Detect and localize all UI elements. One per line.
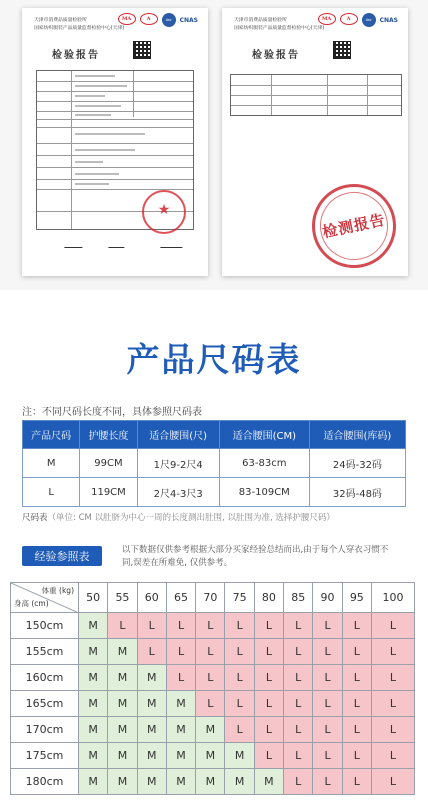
cal-logo-icon: A [340,13,358,25]
footnote-label: 尺码表 [22,513,48,523]
cell-waist-pants-size: 24码-32码 [309,449,405,478]
size-recommendation-cell: L [313,717,342,743]
size-recommendation-cell: L [254,613,283,639]
size-chart-title: 产品尺码表 [126,340,302,379]
signature-1 [64,240,86,248]
size-table [22,420,406,507]
weight-header-cell: 70 [196,583,225,613]
size-recommendation-cell: L [166,665,195,691]
cell-waist-chi: 2尺4-3尺3 [137,478,219,507]
table-row [11,665,415,691]
size-recommendation-cell: M [137,743,166,769]
size-recommendation-cell: M [108,769,137,795]
size-recommendation-cell: L [371,717,414,743]
header-length: 护腰长度 [80,421,137,449]
header-waist-pants-size: 适合腰围(库码) [309,421,405,449]
certification-logos [118,13,198,27]
size-recommendation-cell: L [284,769,313,795]
size-recommendation-cell: L [254,691,283,717]
cell-waist-chi: 1尺9-2尺4 [137,449,219,478]
report-title: 检验报告 [52,50,100,61]
weight-header-cell: 90 [313,583,342,613]
size-recommendation-cell: M [79,639,108,665]
inspection-report-page-2 [222,8,408,276]
height-cell: 180cm [11,769,79,795]
size-recommendation-cell: L [254,639,283,665]
cell-waist-pants-size: 32码-48码 [309,478,405,507]
size-recommendation-cell: L [342,639,371,665]
size-recommendation-cell: L [137,639,166,665]
weight-header-cell: 95 [342,583,371,613]
size-recommendation-cell: L [284,717,313,743]
size-recommendation-cell: L [225,665,254,691]
ilac-logo-icon: ilac [162,13,176,27]
cell-waist-cm: 83-109CM [219,478,309,507]
table-row [11,639,415,665]
weight-header-cell: 75 [225,583,254,613]
cell-waist-cm: 63-83cm [219,449,309,478]
size-recommendation-cell: L [313,691,342,717]
height-cell: 170cm [11,717,79,743]
table-row [11,691,415,717]
weight-header-cell: 85 [284,583,313,613]
weight-header-cell: 65 [166,583,195,613]
experience-table-body [11,613,415,795]
size-recommendation-cell: M [166,691,195,717]
size-recommendation-cell: L [254,743,283,769]
weight-header-cell: 80 [254,583,283,613]
size-recommendation-cell: M [79,665,108,691]
report-images [0,0,428,290]
weight-header-cell: 100 [371,583,414,613]
size-recommendation-cell: L [284,743,313,769]
height-cell: 165cm [11,691,79,717]
size-recommendation-cell: M [166,769,195,795]
size-recommendation-cell: M [225,743,254,769]
weight-header-cell: 60 [137,583,166,613]
size-recommendation-cell: M [108,717,137,743]
experience-badge: 经验参照表 [22,546,102,566]
size-chart-note: 注：不同尺码长度不同，具体参照尺码表 [22,407,202,418]
size-recommendation-cell: M [108,691,137,717]
cal-logo-icon: A [140,13,158,25]
size-recommendation-cell: L [196,691,225,717]
size-recommendation-cell: M [196,717,225,743]
size-recommendation-cell: L [108,613,137,639]
size-recommendation-cell: L [313,743,342,769]
height-cell: 155cm [11,639,79,665]
size-recommendation-cell: M [137,717,166,743]
size-recommendation-cell: L [225,613,254,639]
table-row [23,478,406,507]
signature-2 [108,240,128,248]
cell-size: L [23,478,80,507]
size-recommendation-cell: M [137,665,166,691]
size-recommendation-cell: L [254,717,283,743]
size-table-header [23,421,406,449]
org-line-2: 国家纺织服装产品质量监督检验中心(天津) [234,25,325,31]
cell-size: M [23,449,80,478]
size-recommendation-cell: L [166,639,195,665]
weight-header-cell: 55 [108,583,137,613]
height-axis-label: 身高 (cm) [14,599,49,608]
org-line-1: 天津市消费品质量检验所 [234,18,287,23]
table-row [11,769,415,795]
size-recommendation-cell: L [313,639,342,665]
table-row [11,717,415,743]
table-row [11,613,415,639]
report-title: 检验报告 [252,50,300,61]
size-recommendation-cell: L [225,639,254,665]
size-recommendation-cell: L [342,691,371,717]
size-recommendation-cell: M [166,717,195,743]
size-table-footnote [22,511,335,523]
size-recommendation-cell: L [166,613,195,639]
weight-header-cell: 50 [79,583,108,613]
size-recommendation-cell: L [342,665,371,691]
size-recommendation-cell: L [342,769,371,795]
size-recommendation-cell: L [284,691,313,717]
size-recommendation-cell: L [371,769,414,795]
table-corner-header [11,583,79,613]
size-recommendation-cell: M [254,769,283,795]
size-recommendation-cell: M [166,743,195,769]
header-waist-cm: 适合腰围(CM) [219,421,309,449]
size-recommendation-cell: L [371,639,414,665]
size-recommendation-cell: L [371,665,414,691]
size-recommendation-cell: L [371,743,414,769]
size-recommendation-cell: L [371,691,414,717]
cma-logo-icon: MA [118,13,136,25]
height-cell: 175cm [11,743,79,769]
size-recommendation-cell: L [313,613,342,639]
size-recommendation-cell: M [79,613,108,639]
size-recommendation-cell: M [108,665,137,691]
cnas-logo: CNAS [179,16,198,24]
cell-length: 99CM [80,449,137,478]
size-recommendation-cell: M [79,717,108,743]
size-recommendation-cell: L [254,665,283,691]
qr-code-icon [334,42,350,58]
header-size: 产品尺码 [23,421,80,449]
stamp-text: 检测报告 [320,210,388,242]
experience-table [10,582,415,795]
size-recommendation-cell: L [225,717,254,743]
size-recommendation-cell: L [342,717,371,743]
height-cell: 150cm [11,613,79,639]
org-line-2: 国家纺织服装产品质量监督检验中心(天津) [34,25,125,31]
size-recommendation-cell: M [79,743,108,769]
size-recommendation-cell: L [196,639,225,665]
cnas-logo: CNAS [379,16,398,24]
size-recommendation-cell: L [342,613,371,639]
size-recommendation-cell: M [225,769,254,795]
size-recommendation-cell: M [108,743,137,769]
height-cell: 160cm [11,665,79,691]
size-recommendation-cell: M [137,691,166,717]
size-recommendation-cell: L [313,665,342,691]
size-recommendation-cell: L [196,613,225,639]
cell-length: 119CM [80,478,137,507]
experience-note: 以下数据仅供参考根据大部分买家经验总结而出,由于每个人穿衣习惯不同,误差在所难免, 仅供参考。 [122,545,389,568]
org-line-1: 天津市消费品质量检验所 [34,18,87,23]
table-row [23,449,406,478]
weight-axis-label: 体重 (kg) [41,586,74,595]
size-recommendation-cell: M [137,769,166,795]
certification-logos [318,13,398,27]
size-recommendation-cell: L [284,613,313,639]
size-recommendation-cell: M [196,769,225,795]
size-recommendation-cell: L [196,665,225,691]
signature-3 [160,240,186,248]
size-recommendation-cell: M [79,769,108,795]
red-seal-icon: ★ [142,190,186,234]
size-recommendation-cell: M [108,639,137,665]
weight-header-row [11,583,415,613]
cma-logo-icon: MA [318,13,336,25]
inspection-stamp-icon [304,176,404,276]
size-recommendation-cell: L [313,769,342,795]
size-recommendation-cell: M [196,743,225,769]
size-recommendation-cell: L [225,691,254,717]
header-waist-chi: 适合腰围(尺) [137,421,219,449]
qr-code-icon [134,42,150,58]
ilac-logo-icon: ilac [362,13,376,27]
size-recommendation-cell: L [284,665,313,691]
inspection-report-page-1 [22,8,208,276]
size-recommendation-cell: L [284,639,313,665]
size-recommendation-cell: M [79,691,108,717]
size-recommendation-cell: L [371,613,414,639]
table-row [11,743,415,769]
report-result-grid [230,74,402,116]
size-recommendation-cell: L [342,743,371,769]
footnote-text: （单位: CM 以肚脐为中心一周的长度测出肚围, 以肚围为准, 选择护腰尺码） [47,513,335,523]
size-recommendation-cell: L [137,613,166,639]
